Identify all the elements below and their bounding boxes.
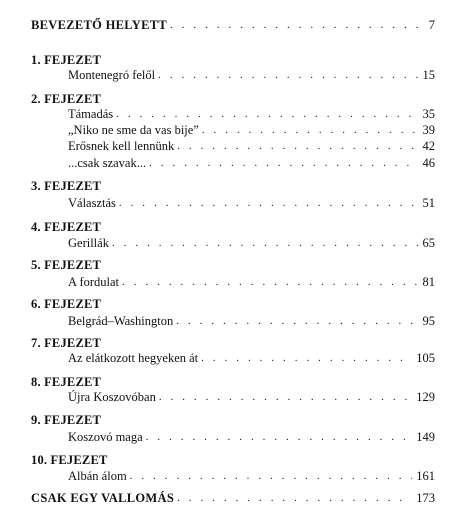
toc-entry-row[interactable] <box>68 428 435 444</box>
toc-entry-title: A fordulat <box>68 275 120 289</box>
dot-leader <box>176 315 418 327</box>
toc-entry-row[interactable] <box>68 273 435 289</box>
toc-entry-row[interactable] <box>68 154 435 170</box>
toc-entry-row[interactable] <box>68 194 435 210</box>
dot-leader <box>177 492 412 504</box>
toc-outro-page: 173 <box>416 491 435 505</box>
toc-entry-page: 46 <box>422 156 435 170</box>
toc-entry-page: 105 <box>416 351 435 365</box>
toc-outro-title: CSAK EGY VALLOMÁS <box>31 491 175 505</box>
chapter-3-heading: 3. FEJEZET <box>31 179 102 193</box>
toc-entry-title: Albán álom <box>68 469 127 483</box>
toc-intro-page: 7 <box>428 18 435 32</box>
toc-entry-row[interactable] <box>68 349 435 365</box>
dot-leader <box>159 391 412 403</box>
toc-entry-row[interactable] <box>68 105 435 121</box>
toc-entry-row[interactable] <box>68 66 435 82</box>
toc-entry-row[interactable] <box>68 312 435 328</box>
toc-intro-title: BEVEZETŐ HELYETT <box>31 18 167 32</box>
toc-entry-page: 149 <box>416 430 435 444</box>
dot-leader <box>202 124 419 136</box>
toc-entry-title: Belgrád–Washington <box>68 314 174 328</box>
dot-leader <box>158 69 418 81</box>
toc-entry-title: Támadás <box>68 107 114 121</box>
toc-entry-title: Montenegró felől <box>68 68 156 82</box>
toc-entry-row[interactable] <box>68 467 435 483</box>
dot-leader <box>177 140 418 152</box>
toc-entry-page: 42 <box>422 139 435 153</box>
dot-leader <box>201 352 412 364</box>
toc-entry-page: 81 <box>422 275 435 289</box>
chapter-9-heading: 9. FEJEZET <box>31 413 102 427</box>
chapter-7-heading: 7. FEJEZET <box>31 336 102 350</box>
toc-entry-title: „Niko ne sme da vas bije” <box>68 123 199 137</box>
toc-entry-page: 65 <box>422 236 435 250</box>
chapter-6-heading: 6. FEJEZET <box>31 297 102 311</box>
toc-entry-title: Gerillák <box>68 236 109 250</box>
dot-leader <box>119 197 419 209</box>
toc-entry-row[interactable] <box>68 121 435 137</box>
dot-leader <box>149 157 418 169</box>
dot-leader <box>112 237 419 249</box>
chapter-5-heading: 5. FEJEZET <box>31 258 102 272</box>
toc-entry-page: 161 <box>416 469 435 483</box>
toc-entry-title: Erősnek kell lennünk <box>68 139 175 153</box>
toc-entry-row[interactable] <box>68 234 435 250</box>
toc-entry-title: Újra Koszovóban <box>68 390 156 404</box>
toc-entry-page: 129 <box>416 390 435 404</box>
chapter-2-heading: 2. FEJEZET <box>31 92 102 106</box>
toc-entry-page: 35 <box>422 107 435 121</box>
toc-outro-row[interactable] <box>31 489 435 505</box>
toc-entry-page: 39 <box>422 123 435 137</box>
toc-entry-title: ...csak szavak... <box>68 156 147 170</box>
toc-entry-title: Az elátkozott hegyeken át <box>68 351 199 365</box>
toc-entry-row[interactable] <box>68 137 435 153</box>
chapter-8-heading: 8. FEJEZET <box>31 375 102 389</box>
toc-entry-page: 51 <box>422 196 435 210</box>
dot-leader <box>116 108 418 120</box>
dot-leader <box>170 19 425 31</box>
chapter-1-heading: 1. FEJEZET <box>31 53 102 67</box>
toc-entry-page: 15 <box>422 68 435 82</box>
toc-entry-page: 95 <box>422 314 435 328</box>
chapter-4-heading: 4. FEJEZET <box>31 220 102 234</box>
toc-intro-row[interactable] <box>31 16 435 32</box>
dot-leader <box>130 470 413 482</box>
toc-entry-title: Koszovó maga <box>68 430 143 444</box>
dot-leader <box>146 431 413 443</box>
toc-entry-title: Választás <box>68 196 116 210</box>
toc-entry-row[interactable] <box>68 388 435 404</box>
dot-leader <box>122 276 418 288</box>
chapter-10-heading: 10. FEJEZET <box>31 453 108 467</box>
